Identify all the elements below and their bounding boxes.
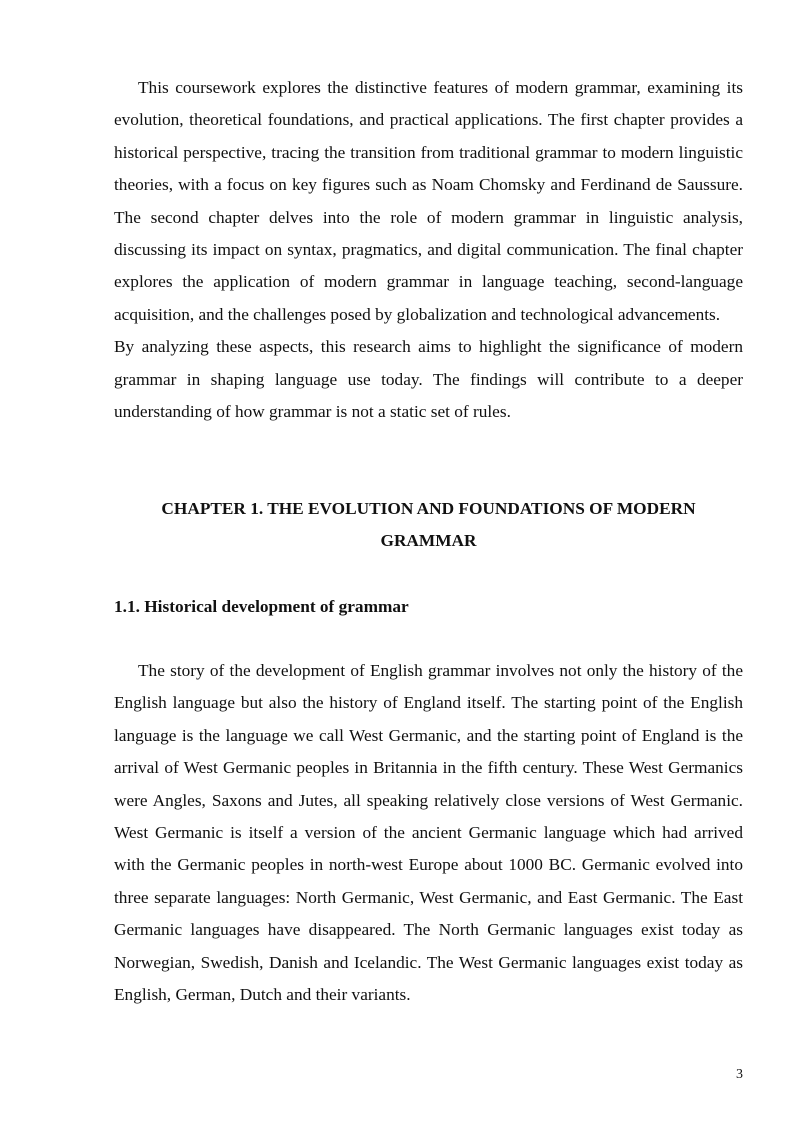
- intro-paragraph-2: By analyzing these aspects, this research aims to highlight the significance of modern grammar in shaping language use today. The findings will contribute to a deeper understanding of how grammar is not a static set of rules.: [114, 337, 743, 422]
- section-title: 1.1. Historical development of grammar: [114, 597, 409, 616]
- page-number: 3: [736, 1067, 743, 1082]
- chapter-title: CHAPTER 1. THE EVOLUTION AND FOUNDATIONS OF MODERN GRAMMAR: [161, 499, 696, 551]
- section-body: [114, 655, 743, 1011]
- introduction-text: [114, 72, 743, 428]
- intro-paragraph-1: This coursework explores the distinctive features of modern grammar, examining its evolution, theoretical foundations, and practical applications. The first chapter provides a historical perspective, tracing the transition from traditional grammar to modern linguistic theories, with a focus on key figures such as Noam Chomsky and Ferdinand de Saussure. The second chapter delves into the role of modern grammar in linguistic analysis, discussing its impact on syntax, pragmatics, and digital communication. The final chapter explores the application of modern grammar in language teaching, second-language acquisition, and the challenges posed by globalization and technological advancements.: [114, 78, 743, 324]
- section-paragraph-1: The story of the development of English grammar involves not only the history of the English language but also the history of England itself. The starting point of the English language is the language we call West Germanic, and the starting point of England is the arrival of West Germanic peoples in Britannia in the fifth century. These West Germanics were Angles, Saxons and Jutes, all speaking relatively close versions of West Germanic. West Germanic is itself a version of the ancient Germanic language which had arrived with the Germanic peoples in north-west Europe about 1000 BC. Germanic evolved into three separate languages: North Germanic, West Germanic, and East Germanic. The East Germanic languages have disappeared. The North Germanic languages exist today as Norwegian, Swedish, Danish and Icelandic. The West Germanic languages exist today as English, German, Dutch and their variants.: [114, 661, 743, 1005]
